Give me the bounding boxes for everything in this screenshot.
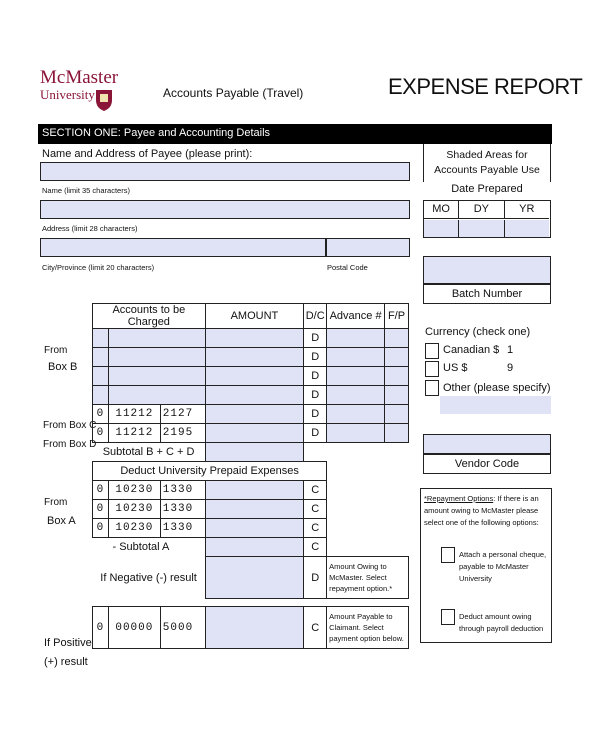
report-title: EXPENSE REPORT xyxy=(388,74,583,99)
date-col-dy: DY xyxy=(459,201,504,218)
repayment-title: *Repayment Options xyxy=(424,494,494,503)
table-header-row xyxy=(93,304,409,329)
date-prepared-label: Date Prepared xyxy=(451,183,523,195)
table-row-box-a: 0 10230 1330 C xyxy=(93,500,409,519)
crest-icon xyxy=(94,88,114,112)
deduct-row xyxy=(93,462,409,481)
vendor-code-field[interactable] xyxy=(423,434,551,454)
date-mo-field[interactable] xyxy=(424,220,459,237)
dc-cell: D xyxy=(304,386,327,405)
label-from-box-c: From Box C xyxy=(43,420,97,431)
positive-result-row: 0 00000 5000 C Amount Payable to Claimant. Select payment option below. xyxy=(93,607,409,649)
currency-title: Currency (check one) xyxy=(425,326,531,338)
cheque-option-text: Attach a personal cheque, payable to McMaster University xyxy=(459,550,547,583)
payroll-option-checkbox[interactable] xyxy=(441,609,455,625)
subtotal-bcd-amount[interactable] xyxy=(205,443,304,462)
subtotal-a-label: - Subtotal A xyxy=(112,541,170,554)
deduct-label: Deduct University Prepaid Expenses xyxy=(93,462,327,481)
negative-result-row: If Negative (-) result D Amount Owing to McMaster. Select repayment option.* xyxy=(93,557,409,599)
repayment-text: : If there is an amount owing to McMaster please select one of the following options: xyxy=(424,494,539,527)
report-subtitle: Accounts Payable (Travel) xyxy=(163,86,304,100)
batch-number-label-box xyxy=(423,284,551,304)
address-field[interactable] xyxy=(40,200,410,219)
cheque-option-checkbox[interactable] xyxy=(441,547,455,563)
label-positive-result: (+) result xyxy=(44,656,88,668)
section-banner-text: SECTION ONE: Payee and Accounting Details xyxy=(42,127,271,139)
us-checkbox[interactable] xyxy=(425,361,439,377)
label-from: From xyxy=(44,345,68,356)
postal-code-field[interactable] xyxy=(326,238,410,257)
date-col-yr: YR xyxy=(519,203,535,215)
payroll-option-text: Deduct amount owing through payroll deduction xyxy=(459,612,544,633)
dc-cell: D xyxy=(304,329,327,348)
section-banner xyxy=(38,124,552,144)
table-row-box-d: 0 11212 2195 D xyxy=(93,424,409,443)
batch-number-field[interactable] xyxy=(423,256,551,284)
date-yr-field[interactable] xyxy=(505,220,549,237)
table-row-box-a: 0 10230 1330 C xyxy=(93,481,409,500)
name-field[interactable] xyxy=(40,162,410,181)
positive-amount[interactable] xyxy=(205,607,304,649)
table-row xyxy=(93,348,409,367)
logo-line1: McMaster xyxy=(40,67,119,88)
university-logo xyxy=(40,68,120,103)
dc-cell: D xyxy=(304,348,327,367)
label-box-b: Box B xyxy=(48,361,78,373)
negative-note: Amount Owing to McMaster. Select repayment option.* xyxy=(327,557,409,599)
date-dy-field[interactable] xyxy=(459,220,504,237)
shaded-note-text: Shaded Areas for Accounts Payable Use xyxy=(434,149,540,176)
header-advance: Advance # xyxy=(327,304,385,329)
table-row xyxy=(93,386,409,405)
city-caption: City/Province (limit 20 characters) xyxy=(42,263,155,272)
header-accounts: Accounts to be Charged xyxy=(93,304,206,329)
batch-number-label: Batch Number xyxy=(451,288,523,300)
other-checkbox[interactable] xyxy=(425,380,439,396)
header-fp: F/P xyxy=(385,304,409,329)
label-box-a: Box A xyxy=(47,515,76,527)
logo-line2: University xyxy=(40,87,95,102)
currency-other: Other (please specify) xyxy=(443,382,551,394)
negative-amount[interactable] xyxy=(205,557,304,599)
accounts-table xyxy=(92,303,409,649)
currency-canadian: Canadian $ xyxy=(443,344,500,356)
repayment-options-box xyxy=(420,488,552,643)
subtotal-a-amount[interactable] xyxy=(205,538,304,557)
label-from-2: From xyxy=(44,497,68,508)
currency-us: US $ xyxy=(443,362,468,374)
dc-cell: D xyxy=(304,367,327,386)
vendor-code-label: Vendor Code xyxy=(454,458,520,470)
other-currency-field[interactable] xyxy=(440,396,551,414)
date-table xyxy=(423,200,551,238)
table-row-box-c: 0 11212 2127 D xyxy=(93,405,409,424)
positive-note: Amount Payable to Claimant. Select payment option below. xyxy=(327,607,409,649)
table-row xyxy=(93,329,409,348)
currency-canadian-code: 1 xyxy=(507,344,514,356)
shaded-note-box xyxy=(423,144,551,182)
subtotal-a-row: - Subtotal A C xyxy=(93,538,409,557)
name-caption: Name (limit 35 characters) xyxy=(42,186,130,195)
canadian-checkbox[interactable] xyxy=(425,343,439,359)
vendor-code-label-box xyxy=(423,454,551,474)
table-row-box-a: 0 10230 1330 C xyxy=(93,519,409,538)
if-negative-label: If Negative (-) result xyxy=(100,571,197,584)
address-caption: Address (limit 28 characters) xyxy=(42,224,138,233)
date-col-mo: MO xyxy=(424,201,459,218)
currency-us-code: 9 xyxy=(507,362,514,374)
label-if-positive: If Positive xyxy=(44,637,92,649)
postal-caption: Postal Code xyxy=(327,263,368,272)
table-row xyxy=(93,367,409,386)
label-from-box-d: From Box D xyxy=(43,439,97,450)
payee-label: Name and Address of Payee (please print): xyxy=(42,148,253,160)
header-amount: AMOUNT xyxy=(205,304,304,329)
city-field[interactable] xyxy=(40,238,326,257)
header-dc: D/C xyxy=(304,304,327,329)
subtotal-bcd-row xyxy=(93,443,409,462)
subtotal-bcd-label: Subtotal B + C + D xyxy=(102,446,195,458)
